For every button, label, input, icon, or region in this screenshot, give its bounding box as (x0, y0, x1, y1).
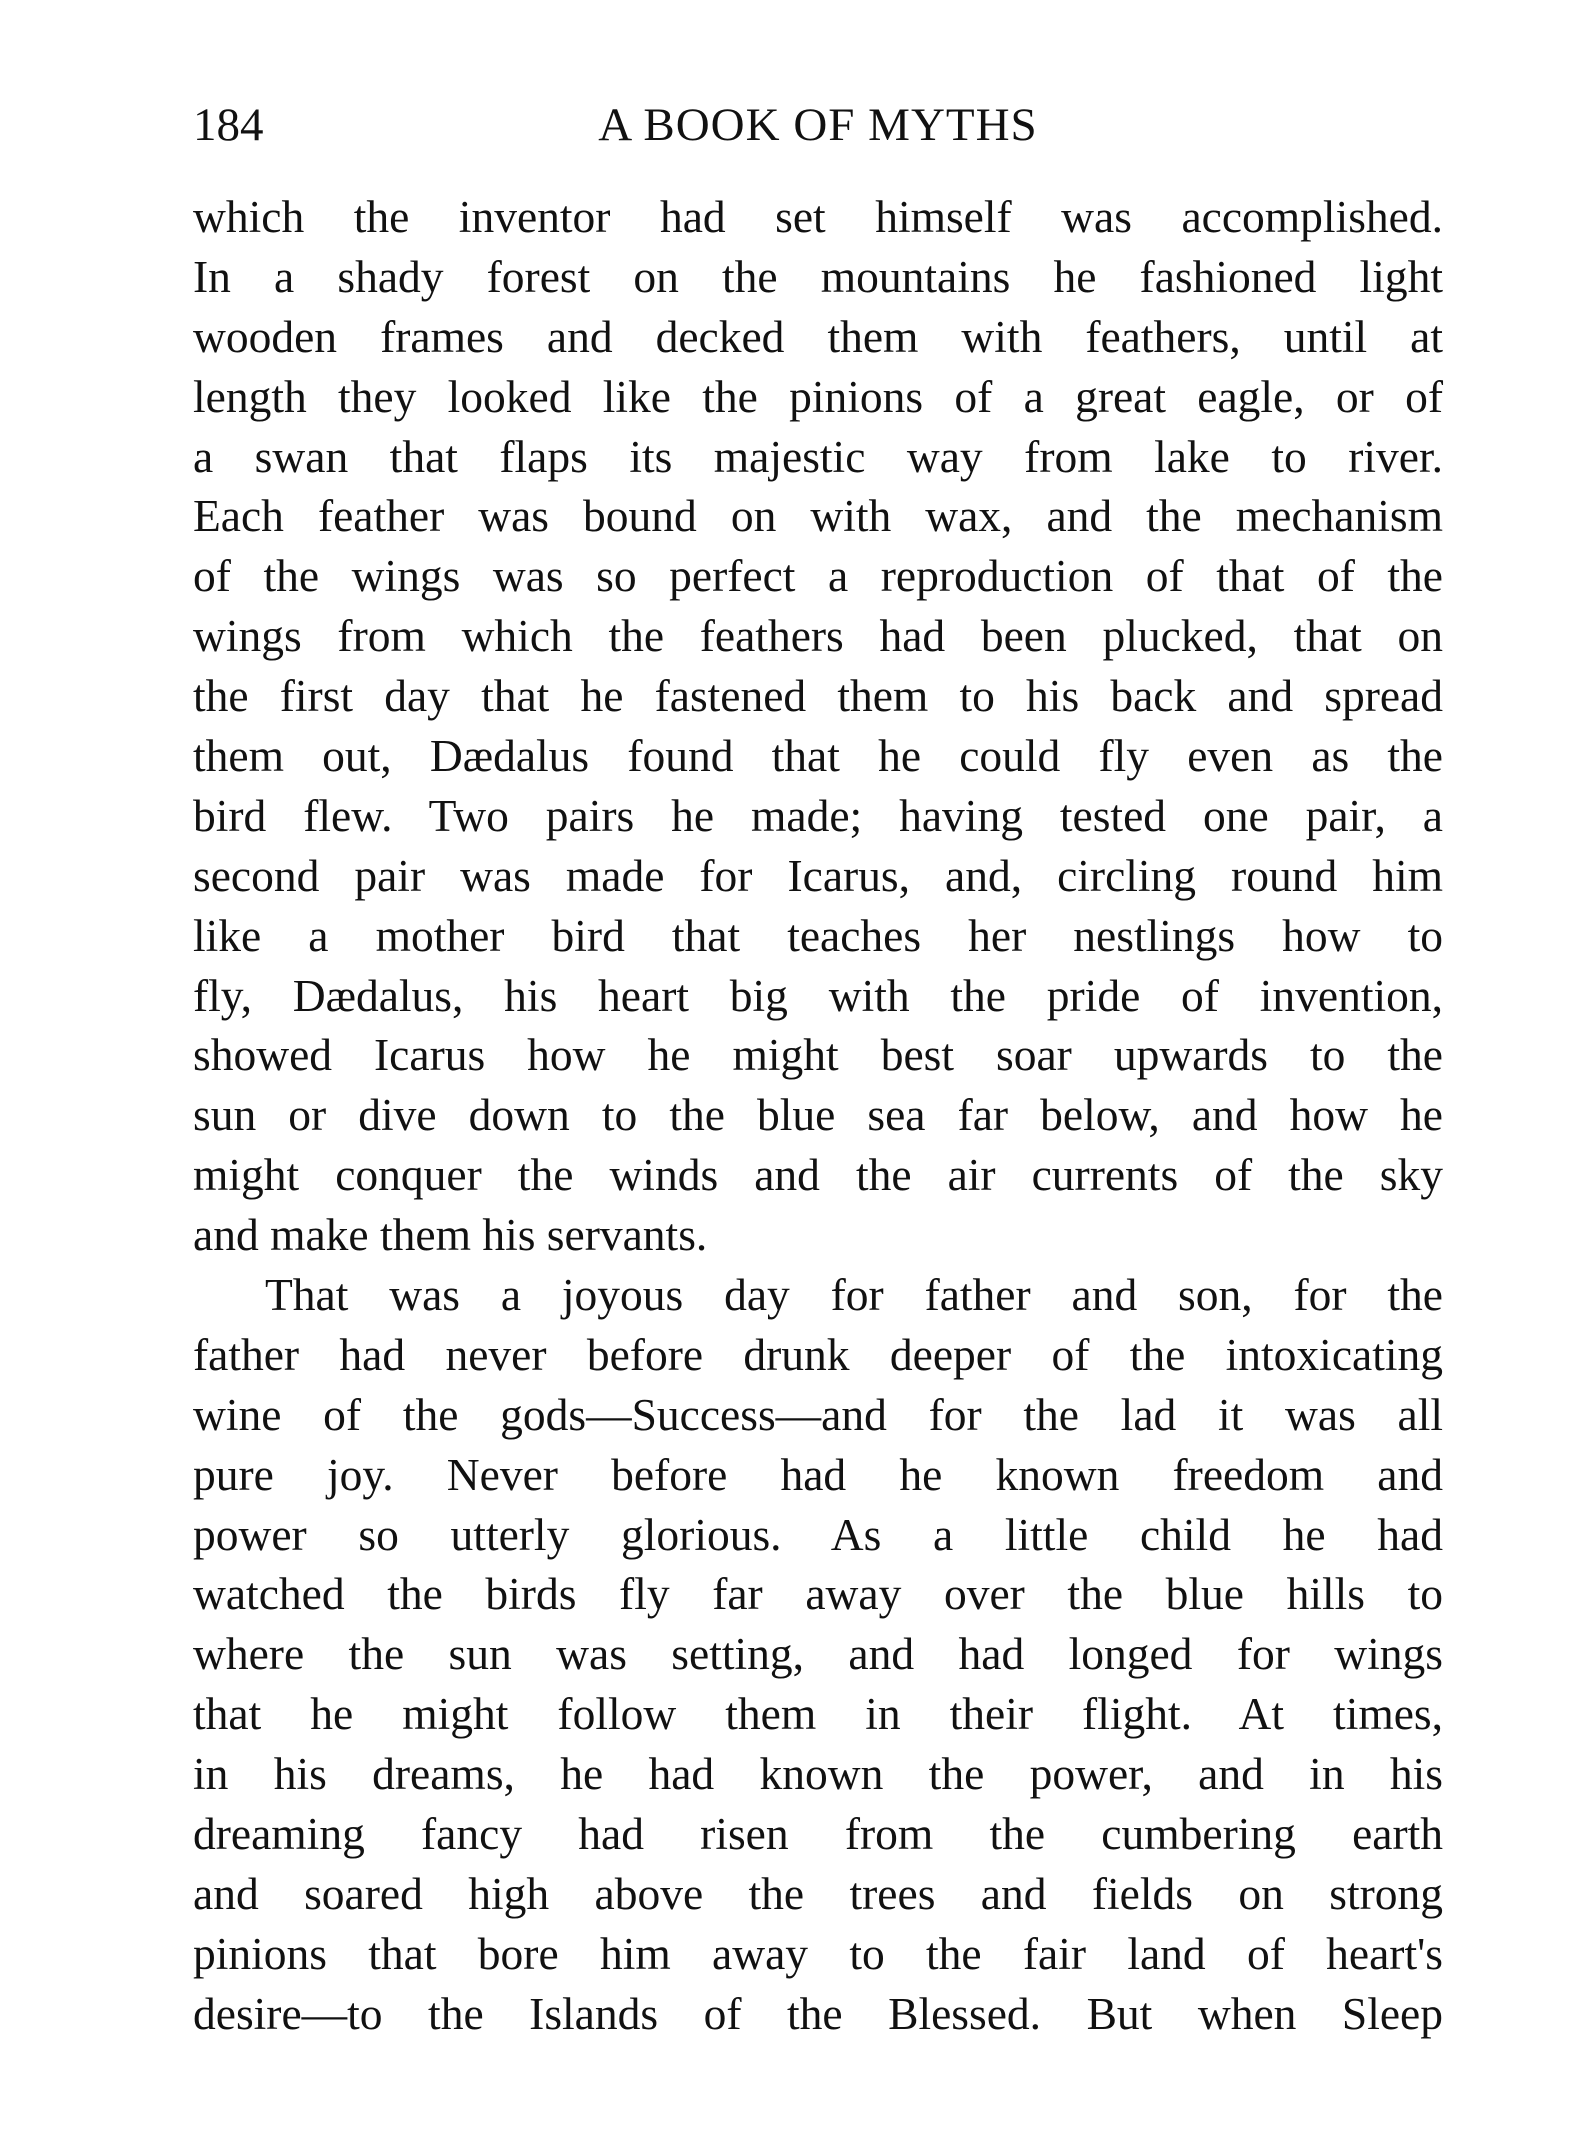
text-line: watched the birds fly far away over the blue hills to (193, 1568, 1443, 1620)
text-line: might conquer the winds and the air currents of the sky (193, 1149, 1443, 1201)
text-line: where the sun was setting, and had longed for wings (193, 1628, 1443, 1680)
text-line: length they looked like the pinions of a great eagle, or of (193, 370, 1443, 422)
text-line: a swan that flaps its majestic way from lake to river. (193, 430, 1443, 482)
book-page (193, 95, 1443, 2044)
text-line: power so utterly glorious. As a little child he had (193, 1508, 1443, 1560)
text-line: wooden frames and decked them with feathers, until at (193, 310, 1443, 362)
text-line: wine of the gods—Success—and for the lad it was all (193, 1388, 1443, 1440)
text-line: that he might follow them in their flight. At times, (193, 1688, 1443, 1740)
running-header (193, 95, 1443, 155)
paragraph-2 (193, 1265, 1443, 2044)
text-line: wings from which the feathers had been plucked, that on (193, 610, 1443, 662)
text-line: dreaming fancy had risen from the cumbering earth (193, 1808, 1443, 1860)
text-line: father had never before drunk deeper of the intoxicating (193, 1328, 1443, 1380)
text-line: In a shady forest on the mountains he fashioned light (193, 250, 1443, 302)
text-line: them out, Dædalus found that he could fly even as the (193, 730, 1443, 782)
text-line: and soared high above the trees and fields on strong (193, 1867, 1443, 1919)
text-line: and make them his servants. (193, 1209, 708, 1261)
text-line: pure joy. Never before had he known freedom and (193, 1448, 1443, 1500)
text-line: the first day that he fastened them to his back and spread (193, 670, 1443, 722)
paragraph-1 (193, 187, 1443, 1265)
page-body (193, 187, 1443, 2044)
text-line: in his dreams, he had known the power, and in his (193, 1748, 1443, 1800)
text-line: fly, Dædalus, his heart big with the pride of invention, (193, 969, 1443, 1021)
page-number: 184 (193, 99, 264, 151)
text-line: which the inventor had set himself was accomplished. (193, 191, 1443, 242)
text-line: of the wings was so perfect a reproduction of that of the (193, 550, 1443, 602)
text-line: showed Icarus how he might best soar upwards to the (193, 1029, 1443, 1081)
text-line: second pair was made for Icarus, and, circling round him (193, 849, 1443, 901)
text-line: That was a joyous day for father and son, for the (265, 1269, 1443, 1321)
text-line: Each feather was bound on with wax, and the mechanism (193, 490, 1443, 542)
text-line: sun or dive down to the blue sea far below, and how he (193, 1089, 1443, 1141)
text-line: pinions that bore him away to the fair land of heart's (193, 1927, 1443, 1979)
text-line: bird flew. Two pairs he made; having tested one pair, a (193, 789, 1443, 841)
text-line: like a mother bird that teaches her nestlings how to (193, 909, 1443, 961)
running-title: A BOOK OF MYTHS (598, 99, 1038, 151)
text-line: desire—to the Islands of the Blessed. But when Sleep (193, 1987, 1443, 2039)
